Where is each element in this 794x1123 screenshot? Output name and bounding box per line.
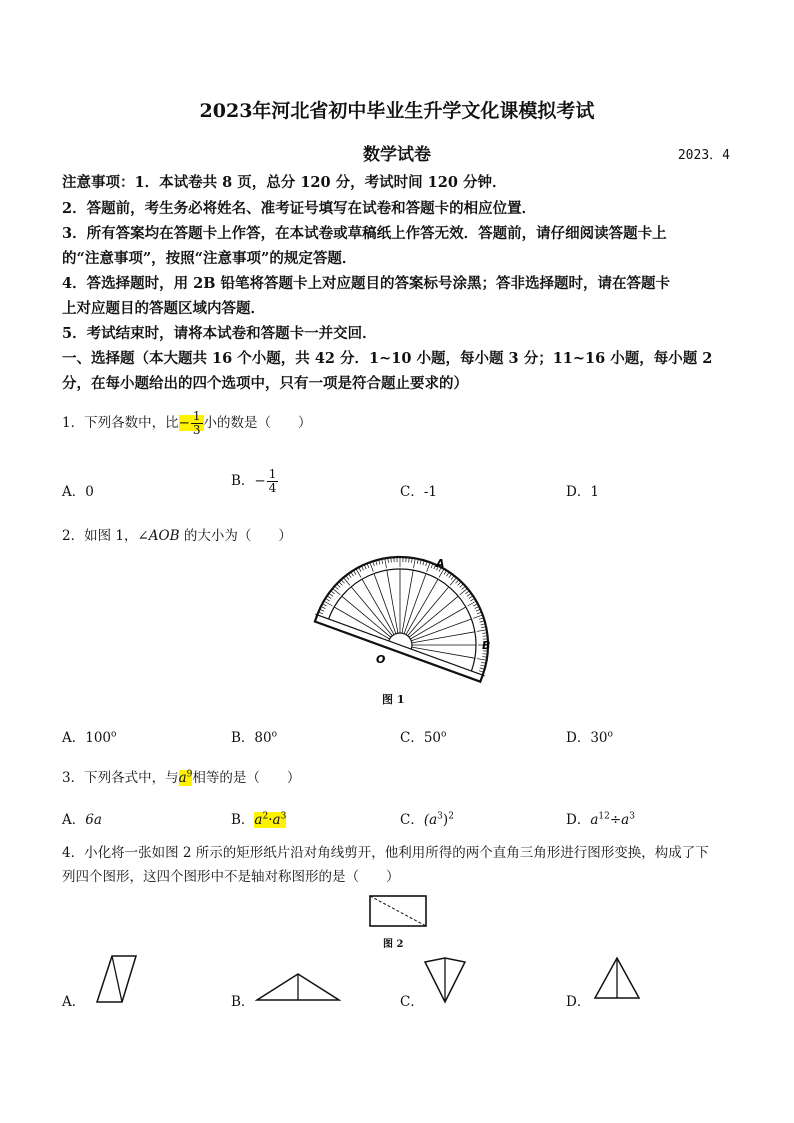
q3-b-base-2: a [272, 812, 281, 828]
q1-fraction [191, 410, 203, 437]
q3-option-c-label: C． [400, 812, 424, 828]
q2-option-a-degree: o [111, 729, 117, 740]
q4-option-c-label: C． [400, 994, 424, 1010]
q1-option-b-numerator: 1 [268, 467, 277, 481]
q2-suffix: 的大小为（ ） [179, 528, 292, 544]
q3-suffix: 相等的是（ ） [192, 770, 301, 786]
figure-2-caption: 图 2 [383, 939, 404, 950]
exam-subtitle: 数学试卷 [363, 145, 431, 165]
note-line-1: 注意事项：1．本试卷共 8 页，总分 120 分，考试时间 120 分钟． [62, 174, 507, 191]
q1-option-b-label: B． [231, 473, 255, 490]
q3-d-base-2: a [621, 812, 630, 828]
q3-option-b-label: B． [231, 812, 255, 828]
q3-b-exp-1: 2 [262, 811, 269, 822]
note-line-4: 的“注意事项”，按照“注意事项”的规定答题． [62, 250, 357, 267]
protractor-figure [300, 555, 500, 700]
q3-option-d-label: D． [566, 812, 591, 828]
q1-option-b-fraction [267, 468, 279, 495]
q3-c-close: ) [442, 812, 449, 828]
q1-prefix: 1．下列各数中，比 [62, 415, 179, 432]
q3-c-outer-exp: 2 [448, 811, 454, 822]
q1-option-c: C．-1 [400, 484, 437, 500]
q3-c-base: (a [423, 812, 438, 828]
q4-option-b-label: B． [231, 994, 255, 1010]
q3-base: a [178, 770, 187, 786]
q2-option-d-degree: o [607, 729, 613, 740]
q3-b-dot: · [268, 812, 273, 828]
rectangle-figure [368, 894, 428, 932]
q2-option-d-label: D． [566, 730, 591, 746]
q4-option-a-shape [94, 954, 140, 1004]
q2-prefix: 2．如图 1， [62, 528, 138, 544]
label-a: A [436, 557, 445, 570]
q2-option-b [231, 726, 277, 746]
figure-1-caption: 图 1 [382, 693, 405, 706]
q2-option-d-value: 30 [590, 730, 608, 746]
question-4-line-2: 列四个图形，这四个图形中不是轴对称图形的是（ ） [62, 869, 400, 885]
q3-d-exp-1: 12 [598, 811, 610, 822]
q4-option-d-shape [592, 956, 642, 1002]
q3-option-a-value: 6a [85, 812, 102, 828]
q1-fraction-denominator: 3 [192, 423, 201, 438]
q1-option-b-denominator: 4 [268, 481, 277, 496]
q4-option-d-label: D． [566, 994, 591, 1010]
section-heading-line-1: 一、选择题（本大题共 16 个小题，共 42 分．1~10 小题，每小题 3 分；11~16 小题，每小题 2 [62, 350, 713, 367]
q2-option-c-value: 50 [423, 730, 442, 746]
q3-option-b-expression [254, 812, 286, 828]
q3-option-c [400, 808, 454, 828]
note-line-3: 3．所有答案均在答题卡上作答，在本试卷或草稿纸上作答无效．答题前，请仔细阅读答题卡上 [62, 225, 667, 242]
question-2-stem [62, 524, 292, 544]
q1-minus-sign: − [178, 415, 190, 432]
q3-option-d [566, 808, 635, 828]
note-line-2: 2．答题前，考生务必将姓名、准考证号填写在试卷和答题卡的相应位置． [62, 200, 537, 217]
q3-d-base-1: a [590, 812, 599, 828]
section-heading-line-2: 分，在每小题给出的四个选项中，只有一项是符合题止要求的） [62, 375, 468, 392]
q1-option-a: A．0 [62, 484, 94, 500]
q3-exponent: 9 [186, 769, 193, 780]
label-b: B [482, 639, 491, 652]
q4-option-b-shape [255, 970, 341, 1002]
q3-option-a [62, 808, 102, 828]
q2-option-b-value: 80 [254, 730, 272, 746]
q3-c-inner-exp: 3 [437, 811, 443, 822]
question-1-stem [62, 410, 312, 437]
q2-option-c-label: C． [400, 730, 424, 746]
q3-option-b [231, 808, 286, 828]
q2-option-c-degree: o [441, 729, 447, 740]
q3-prefix: 3．下列各式中，与 [62, 770, 179, 786]
q2-option-b-degree: o [271, 729, 278, 740]
q1-fraction-numerator: 1 [192, 409, 201, 423]
question-4-line-1: 4．小化将一张如图 2 所示的矩形纸片沿对角线剪开，他利用所得的两个直角三角形进行图形变换，构成了下 [62, 845, 709, 861]
q3-option-a-label: A． [62, 812, 86, 828]
question-3-stem [62, 766, 300, 786]
exam-title: 2023年河北省初中毕业生升学文化课模拟考试 [199, 100, 595, 122]
q2-option-a [62, 726, 116, 746]
q3-b-exp-2: 3 [280, 811, 287, 822]
q1-option-b-sign: − [254, 473, 266, 490]
q3-d-div: ÷ [609, 812, 622, 828]
q3-b-base-1: a [254, 812, 263, 828]
note-line-6: 上对应题目的答题区域内答题． [62, 300, 265, 317]
q2-option-d [566, 726, 613, 746]
note-line-5: 4．答选择题时，用 2B 铅笔将答题卡上对应题目的答案标号涂黑；答非选择题时，请在答题卡 [62, 275, 671, 292]
q1-suffix: 小的数是（ ） [203, 415, 312, 432]
q2-angle: ∠AOB [137, 528, 180, 544]
exam-date: 2023．4 [677, 148, 730, 163]
q1-option-d: D．1 [566, 484, 599, 500]
q1-highlighted-fraction [178, 409, 204, 438]
q3-highlighted-power [179, 770, 193, 786]
note-line-7: 5．考试结束时，请将本试卷和答题卡一并交回． [62, 325, 377, 342]
q3-d-exp-2: 3 [629, 811, 635, 822]
q2-option-c [400, 726, 446, 746]
q2-option-a-value: 100 [85, 730, 112, 746]
q1-option-b [231, 468, 279, 495]
q2-option-a-label: A． [62, 730, 86, 746]
q4-option-c-shape [422, 956, 468, 1004]
q2-option-b-label: B． [231, 730, 255, 746]
q4-option-a-label: A． [62, 994, 86, 1010]
label-o: O [376, 653, 386, 666]
